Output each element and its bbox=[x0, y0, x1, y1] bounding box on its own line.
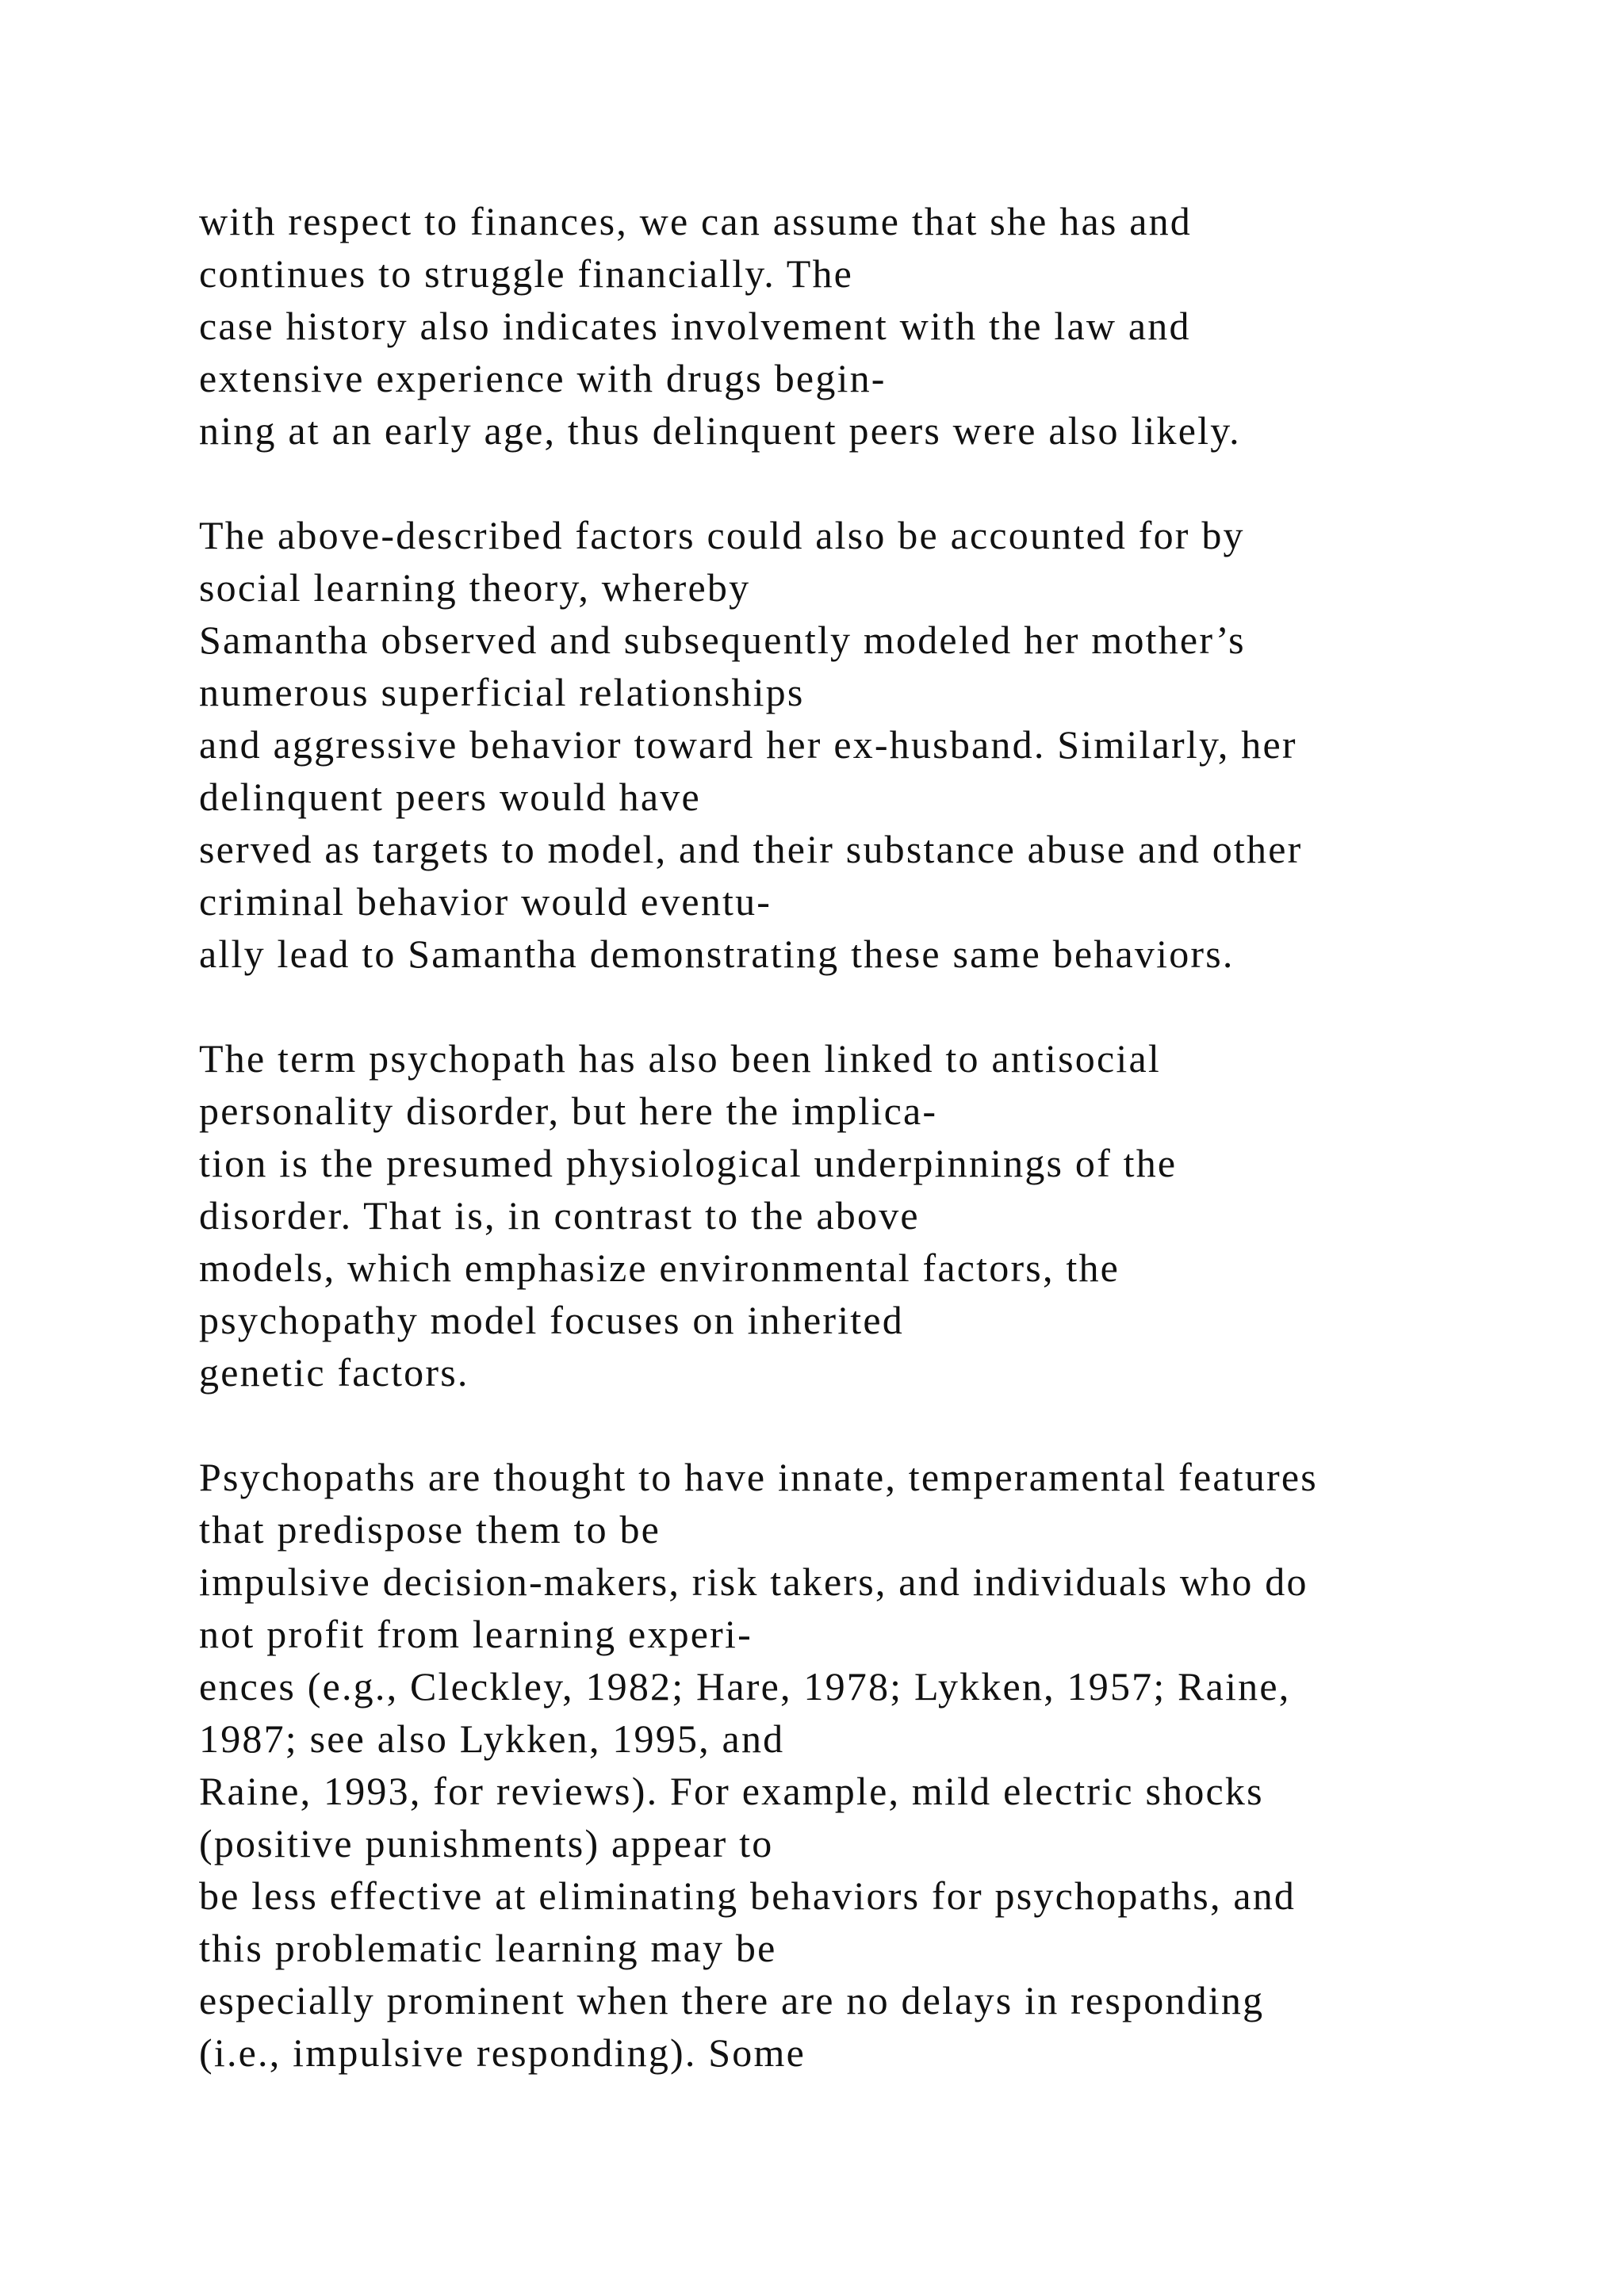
text-line: extensive experience with drugs begin- bbox=[199, 356, 887, 400]
text-line: genetic factors. bbox=[199, 1350, 469, 1395]
paragraph-gap bbox=[199, 980, 1547, 1032]
text-line: The term psychopath has also been linked to antisocial bbox=[199, 1036, 1161, 1081]
text-line: this problematic learning may be bbox=[199, 1926, 777, 1970]
text-line: that predispose them to be bbox=[199, 1507, 661, 1552]
text-line: Raine, 1993, for reviews). For example, mild electric shocks bbox=[199, 1769, 1264, 1813]
text-line: not profit from learning experi- bbox=[199, 1612, 753, 1656]
paragraph-gap bbox=[199, 1399, 1547, 1451]
text-line: psychopathy model focuses on inherited bbox=[199, 1298, 904, 1342]
text-line: models, which emphasize environmental factors, the bbox=[199, 1246, 1120, 1290]
text-line: numerous superficial relationships bbox=[199, 670, 805, 714]
text-line: with respect to finances, we can assume that she has and bbox=[199, 199, 1192, 243]
text-line: ences (e.g., Cleckley, 1982; Hare, 1978; Lykken, 1957; Raine, bbox=[199, 1664, 1291, 1709]
text-line: Psychopaths are thought to have innate, temperamental features bbox=[199, 1455, 1318, 1499]
body-text bbox=[199, 195, 1547, 2079]
text-line: delinquent peers would have bbox=[199, 775, 701, 819]
text-line: 1987; see also Lykken, 1995, and bbox=[199, 1716, 785, 1761]
text-line: especially prominent when there are no delays in responding bbox=[199, 1978, 1265, 2022]
text-line: criminal behavior would eventu- bbox=[199, 879, 772, 924]
text-line: ning at an early age, thus delinquent peers were also likely. bbox=[199, 408, 1241, 453]
text-line: tion is the presumed physiological underpinnings of the bbox=[199, 1141, 1178, 1185]
text-line: served as targets to model, and their substance abuse and other bbox=[199, 827, 1303, 871]
text-line: ally lead to Samantha demonstrating these same behaviors. bbox=[199, 932, 1235, 976]
text-line: social learning theory, whereby bbox=[199, 565, 751, 610]
text-line: case history also indicates involvement with the law and bbox=[199, 304, 1191, 348]
text-line: be less effective at eliminating behaviors for psychopaths, and bbox=[199, 1873, 1297, 1918]
text-line: impulsive decision-makers, risk takers, and individuals who do bbox=[199, 1559, 1308, 1604]
text-line: The above-described factors could also be accounted for by bbox=[199, 513, 1245, 557]
paragraph-gap bbox=[199, 457, 1547, 509]
text-line: (i.e., impulsive responding). Some bbox=[199, 2030, 806, 2075]
text-line: personality disorder, but here the implica- bbox=[199, 1089, 938, 1133]
text-line: disorder. That is, in contrast to the above bbox=[199, 1193, 920, 1238]
text-line: (positive punishments) appear to bbox=[199, 1821, 774, 1866]
text-line: continues to struggle financially. The bbox=[199, 251, 854, 296]
text-line: and aggressive behavior toward her ex-husband. Similarly, her bbox=[199, 722, 1297, 767]
text-line: Samantha observed and subsequently modeled her mother’s bbox=[199, 618, 1246, 662]
